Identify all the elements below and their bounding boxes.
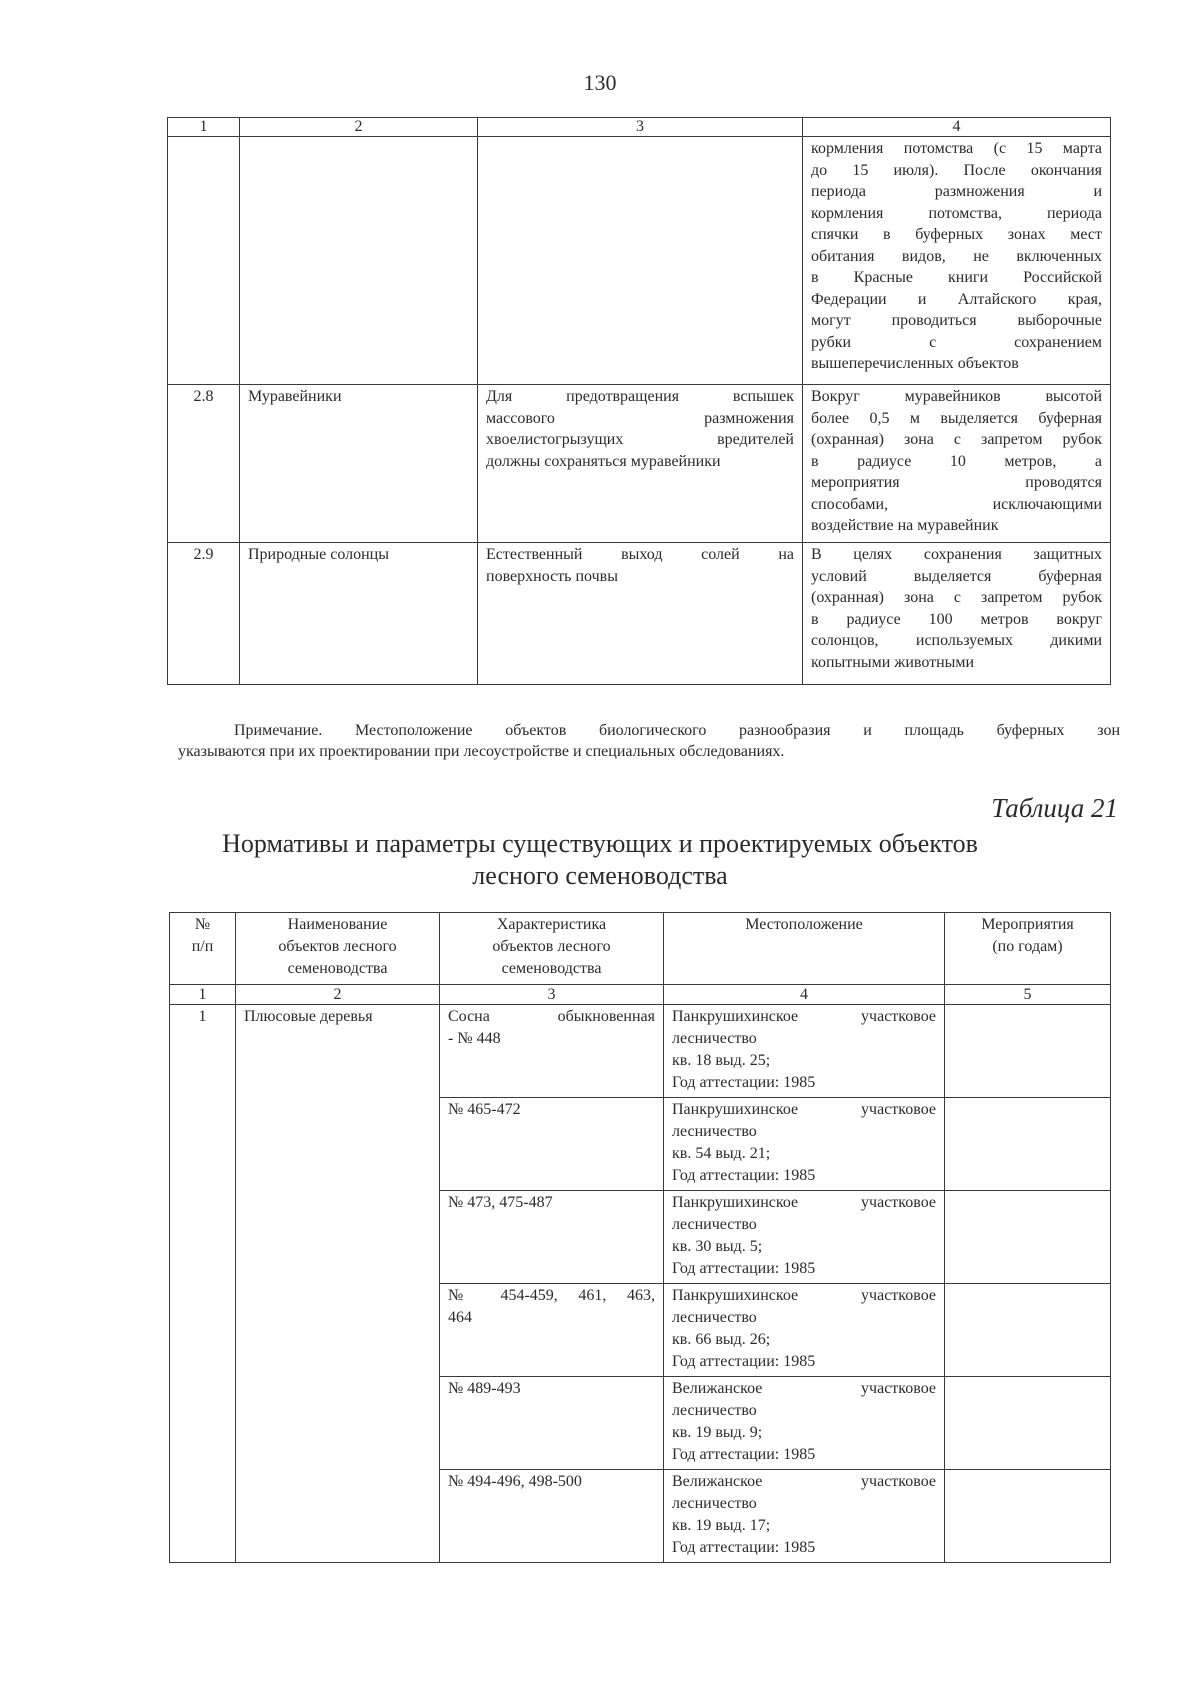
measures-cell [945, 1377, 1111, 1470]
biodiversity-table [167, 117, 1111, 685]
table-row [168, 543, 1111, 685]
table-header-row [170, 913, 1111, 985]
tree-location: Панкрушихинское участковое лесничество кв. 66 выд. 26; Год аттестации: 1985 [664, 1284, 945, 1377]
measures-cell [945, 1284, 1111, 1377]
header-cell-characteristic: Характеристика объектов лесного семеноводства [440, 913, 664, 985]
tree-location: Велижанское участковое лесничество кв. 19 выд. 17; Год аттестации: 1985 [664, 1470, 945, 1563]
header-cell-name: Наименование объектов лесного семеноводства [236, 913, 440, 985]
table-row [170, 1005, 1111, 1098]
object-name: Природные солонцы [240, 543, 478, 685]
object-measures: Вокруг муравейников высотой более 0,5 м выделяется буферная (охранная) зона с запретом рубок в радиусе 10 метров, а мероприятия проводятся способами, исключающими воздействие на муравейник [803, 385, 1111, 543]
tree-characteristic: № 454-459, 461, 463, 464 [440, 1284, 664, 1377]
object-description: Естественный выход солей на поверхность почвы [478, 543, 803, 685]
table-header-row [168, 118, 1111, 137]
table-label: Таблица 21 [991, 793, 1118, 823]
header-cell: 1 [168, 118, 240, 137]
row-number: 1 [170, 1005, 236, 1563]
tree-characteristic: Сосна обыкновенная - № 448 [440, 1005, 664, 1098]
measures-cell [945, 1470, 1111, 1563]
table-row [168, 385, 1111, 543]
measures-cell [945, 1005, 1111, 1098]
row-number: 2.8 [168, 385, 240, 543]
table-title: Нормативы и параметры существующих и проектируемых объектов лесного семеноводства [222, 829, 978, 890]
tree-characteristic: № 473, 475-487 [440, 1191, 664, 1284]
object-measures: В целях сохранения защитных условий выделяется буферная (охранная) зона с запретом рубок в радиусе 100 метров вокруг солонцов, используемых дикими копытными животными [803, 543, 1111, 685]
table-row [168, 137, 1111, 385]
seed-objects-table [169, 912, 1111, 1563]
tree-characteristic: № 465-472 [440, 1098, 664, 1191]
object-name: Муравейники [240, 385, 478, 543]
tree-location: Панкрушихинское участковое лесничество кв. 30 выд. 5; Год аттестации: 1985 [664, 1191, 945, 1284]
header-cell-location: Местоположение [664, 913, 945, 985]
measures-cell [945, 1191, 1111, 1284]
tree-location: Велижанское участковое лесничество кв. 19 выд. 9; Год аттестации: 1985 [664, 1377, 945, 1470]
row-number: 2.9 [168, 543, 240, 685]
tree-characteristic: № 489-493 [440, 1377, 664, 1470]
header-cell-number: № п/п [170, 913, 236, 985]
object-name: Плюсовые деревья [236, 1005, 440, 1563]
page-number: 130 [583, 70, 617, 95]
column-numbers-row: 1 2 3 4 5 [170, 985, 1111, 1005]
tree-location: Панкрушихинское участковое лесничество кв. 18 выд. 25; Год аттестации: 1985 [664, 1005, 945, 1098]
table-note: Примечание. Местоположение объектов биологического разнообразия и площадь буферных зон указываются при их проектировании при лесоустройстве и специальных обследованиях. [178, 722, 1120, 760]
header-cell: 3 [478, 118, 803, 137]
measures-cell [945, 1098, 1111, 1191]
tree-characteristic: № 494-496, 498-500 [440, 1470, 664, 1563]
header-cell-measures: Мероприятия (по годам) [945, 913, 1111, 985]
tree-location: Панкрушихинское участковое лесничество кв. 54 выд. 21; Год аттестации: 1985 [664, 1098, 945, 1191]
header-cell: 2 [240, 118, 478, 137]
header-cell: 4 [803, 118, 1111, 137]
continuation-text: кормления потомства (с 15 марта до 15 июля). После окончания периода размножения и кормления потомства, периода спячки в буферных зонах мест обитания видов, не включенных в Красные книги Российской Федерации и Алтайского края, могут проводиться выборочные рубки с сохранением вышеперечисленных объектов [803, 137, 1111, 385]
object-description: Для предотвращения вспышек массового размножения хвоелистогрызущих вредителей должны сохраняться муравейники [478, 385, 803, 543]
